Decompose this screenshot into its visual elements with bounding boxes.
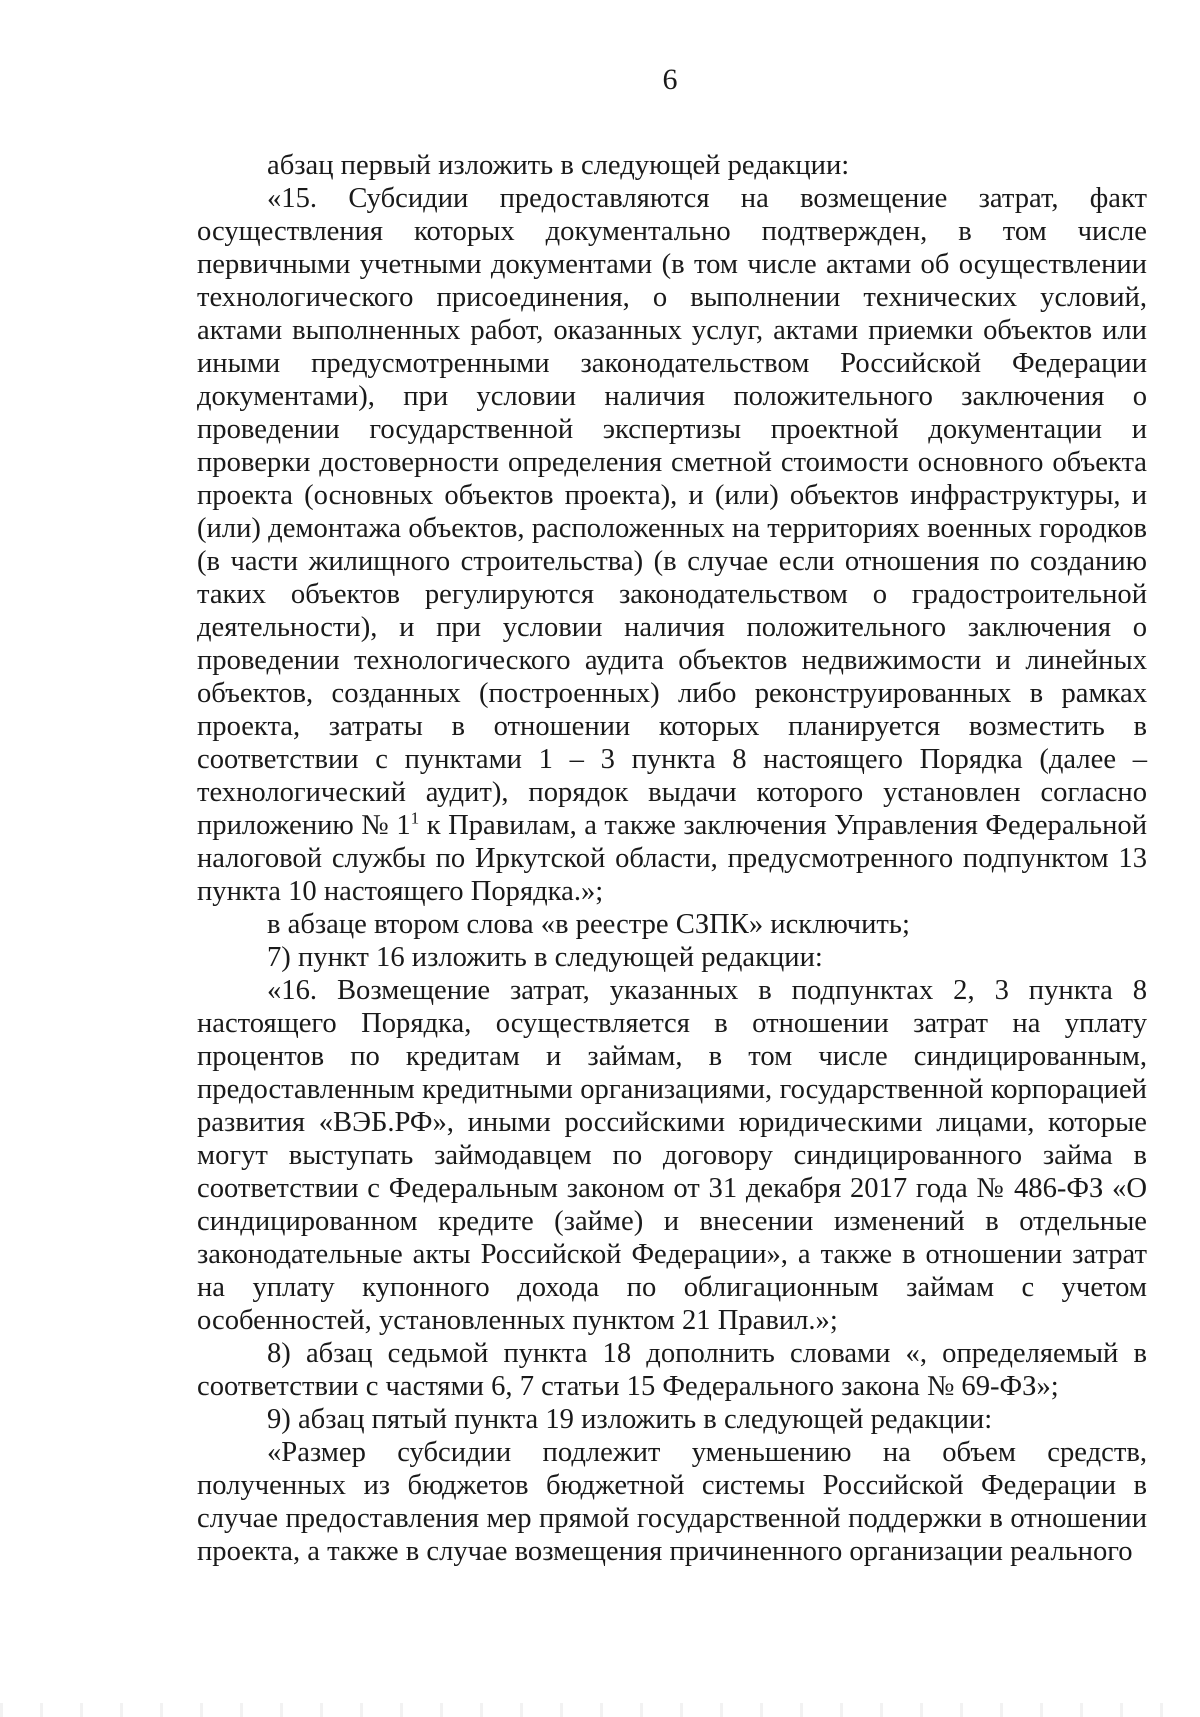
scan-edge-artifact [0, 1703, 1200, 1717]
paragraph-subsidy-size: «Размер субсидии подлежит уменьшению на объем средств, полученных из бюджетов бюджетной системы Российской Федерации в случае предоставления мер прямой государственной поддержки в отношении проекта, а также в случае возмещения причиненного организации реального [197, 1437, 1147, 1567]
paragraph-point-8: 8) абзац седьмой пункта 18 дополнить словами «, определяемый в соответствии с частями 6, 7 статьи 15 Федерального закона № 69-ФЗ»; [197, 1338, 1147, 1402]
document-body [197, 149, 1147, 1568]
paragraph-item-15-text-a: «15. Субсидии предоставляются на возмещение затрат, факт осуществления которых документально подтвержден, в том числе первичными учетными документами (в том числе актами об осуществлении технологического присоединения, о выполнении технических условий, актами выполненных работ, оказанных услуг, актами приемки объектов или иными предусмотренными законодательством Российской Федерации документами), при условии наличия положительного заключения о проведении государственной экспертизы проектной документации и проверки достоверности определения сметной стоимости основного объекта проекта (основных объектов проекта), и (или) объектов инфраструктуры, и (или) демонтажа объектов, расположенных на территориях военных городков (в части жилищного строительства) (в случае если отношения по созданию таких объектов регулируются законодательством о градостроительной деятельности), и при условии наличия положительного заключения о проведении технологического аудита объектов недвижимости и линейных объектов, созданных (построенных) либо реконструированных в рамках проекта, затраты в отношении которых планируется возместить в соответствии с пунктами 1 – 3 пункта 8 настоящего Порядка (далее – технологический аудит), порядок выдачи которого установлен согласно приложению № 1 [197, 183, 1147, 841]
paragraph-item-16: «16. Возмещение затрат, указанных в подпунктах 2, 3 пункта 8 настоящего Порядка, осуществляется в отношении затрат на уплату процентов по кредитам и займам, в том числе синдицированным, предоставленным кредитными организациями, государственной корпорацией развития «ВЭБ.РФ», иными российскими юридическими лицами, которые могут выступать займодавцем по договору синдицированного займа в соответствии с Федеральным законом от 31 декабря 2017 года № 486-ФЗ «О синдицированном кредите (займе) и внесении изменений в отдельные законодательные акты Российской Федерации», а также в отношении затрат на уплату купонного дохода по облигационным займам с учетом особенностей, установленных пунктом 21 Правил.»; [197, 975, 1147, 1336]
paragraph-point-9: 9) абзац пятый пункта 19 изложить в следующей редакции: [267, 1404, 993, 1435]
paragraph-intro: абзац первый изложить в следующей редакции: [267, 150, 850, 181]
paragraph-item-15 [197, 182, 1147, 908]
page-number: 6 [662, 63, 678, 96]
paragraph-item-15-text-b: к Правилам, а также заключения Управления Федеральной налоговой службы по Иркутской области, предусмотренного подпунктом 13 пункта 10 настоящего Порядка.»; [197, 810, 1147, 907]
paragraph-amend-second: в абзаце втором слова «в реестре СЗПК» исключить; [267, 909, 910, 940]
paragraph-point-7: 7) пункт 16 изложить в следующей редакции: [267, 942, 823, 973]
footnote-superscript: 1 [410, 808, 420, 828]
